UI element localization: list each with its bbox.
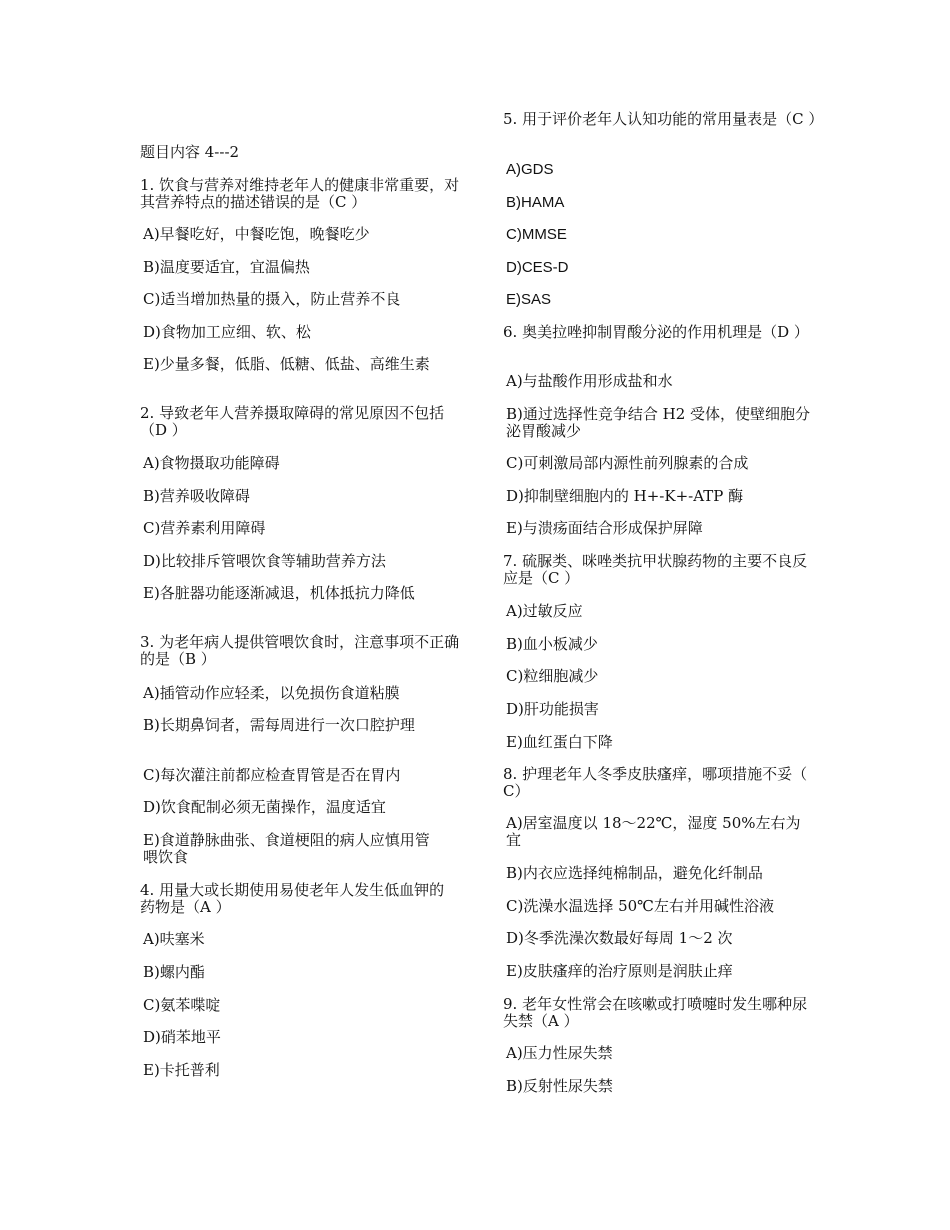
q9-option-b: B)反射性尿失禁 bbox=[506, 1077, 613, 1095]
q8-option-e: E)皮肤瘙痒的治疗原则是润肤止痒 bbox=[506, 962, 733, 980]
question-6-stem: 6. 奥美拉唑抑制胃酸分泌的作用机理是（D ） bbox=[503, 323, 809, 341]
q3-option-c: C)每次灌注前都应检查胃管是否在胃内 bbox=[143, 766, 401, 784]
question-3-stem: 3. 为老年病人提供管喂饮食时，注意事项不正确的是（B ） bbox=[140, 633, 460, 668]
q5-option-c: C)MMSE bbox=[506, 226, 567, 243]
q2-option-e: E)各脏器功能逐渐减退，机体抵抗力降低 bbox=[143, 584, 415, 602]
question-2-stem: 2. 导致老年人营养摄取障碍的常见原因不包括（D ） bbox=[140, 404, 445, 439]
q4-option-c: C)氨苯喋啶 bbox=[143, 996, 221, 1014]
question-4-stem: 4. 用量大或长期使用易使老年人发生低血钾的药物是（A ） bbox=[140, 881, 445, 916]
q7-option-a: A)过敏反应 bbox=[506, 602, 583, 620]
q5-option-a: A)GDS bbox=[506, 161, 554, 178]
q7-option-b: B)血小板减少 bbox=[506, 635, 598, 653]
q2-option-b: B)营养吸收障碍 bbox=[143, 487, 250, 505]
question-8-stem: 8. 护理老年人冬季皮肤瘙痒，哪项措施不妥（ C） bbox=[503, 765, 812, 800]
q5-option-e: E)SAS bbox=[506, 291, 552, 308]
q6-option-d: D)抑制壁细胞内的 H+-K+-ATP 酶 bbox=[506, 487, 744, 505]
q4-option-b: B)螺内酯 bbox=[143, 963, 205, 981]
q9-option-a: A)压力性尿失禁 bbox=[506, 1044, 613, 1062]
q4-option-a: A)呋塞米 bbox=[143, 930, 205, 948]
q1-option-b: B)温度要适宜，宜温偏热 bbox=[143, 258, 310, 276]
q2-option-a: A)食物摄取功能障碍 bbox=[143, 454, 280, 472]
q8-option-a: A)居室温度以 18～22℃，湿度 50%左右为宜 bbox=[506, 814, 801, 849]
q6-option-a: A)与盐酸作用形成盐和水 bbox=[506, 372, 673, 390]
q3-option-e: E)食道静脉曲张、食道梗阻的病人应慎用管喂饮食 bbox=[143, 831, 430, 866]
q3-option-b: B)长期鼻饲者，需每周进行一次口腔护理 bbox=[143, 716, 415, 734]
q1-option-e: E)少量多餐，低脂、低糖、低盐、高维生素 bbox=[143, 355, 430, 373]
q1-option-a: A)早餐吃好，中餐吃饱，晚餐吃少 bbox=[143, 225, 370, 243]
q2-option-d: D)比较排斥管喂饮食等辅助营养方法 bbox=[143, 552, 386, 570]
q4-option-e: E)卡托普利 bbox=[143, 1061, 220, 1079]
q7-option-e: E)血红蛋白下降 bbox=[506, 733, 613, 751]
q6-option-c: C)可刺激局部内源性前列腺素的合成 bbox=[506, 454, 749, 472]
q6-option-b: B)通过选择性竞争结合 H2 受体，使壁细胞分泌胃酸减少 bbox=[506, 405, 811, 440]
q7-option-d: D)肝功能损害 bbox=[506, 700, 599, 718]
q2-option-c: C)营养素利用障碍 bbox=[143, 519, 266, 537]
question-1-stem: 1. 饮食与营养对维持老年人的健康非常重要，对其营养特点的描述错误的是（C ） bbox=[140, 176, 460, 211]
q8-option-b: B)内衣应选择纯棉制品，避免化纤制品 bbox=[506, 864, 763, 882]
q8-option-c: C)洗澡水温选择 50℃左右并用碱性浴液 bbox=[506, 897, 774, 915]
q5-option-d: D)CES-D bbox=[506, 259, 569, 276]
q1-option-c: C)适当增加热量的摄入，防止营养不良 bbox=[143, 290, 401, 308]
q1-option-d: D)食物加工应细、软、松 bbox=[143, 323, 311, 341]
q3-option-a: A)插管动作应轻柔，以免损伤食道粘膜 bbox=[143, 684, 400, 702]
question-7-stem: 7. 硫脲类、咪唑类抗甲状腺药物的主要不良反应是（C ） bbox=[503, 552, 808, 587]
question-9-stem: 9. 老年女性常会在咳嗽或打喷嚏时发生哪种尿失禁（A ） bbox=[503, 995, 808, 1030]
q6-option-e: E)与溃疡面结合形成保护屏障 bbox=[506, 519, 703, 537]
header-text: 题目内容 4---2 bbox=[140, 143, 240, 161]
q4-option-d: D)硝苯地平 bbox=[143, 1028, 221, 1046]
question-5-stem: 5. 用于评价老年人认知功能的常用量表是（C ） bbox=[503, 110, 824, 128]
q3-option-d: D)饮食配制必须无菌操作，温度适宜 bbox=[143, 798, 386, 816]
q5-option-b: B)HAMA bbox=[506, 194, 565, 211]
q8-option-d: D)冬季洗澡次数最好每周 1～2 次 bbox=[506, 929, 733, 947]
q7-option-c: C)粒细胞减少 bbox=[506, 667, 599, 685]
